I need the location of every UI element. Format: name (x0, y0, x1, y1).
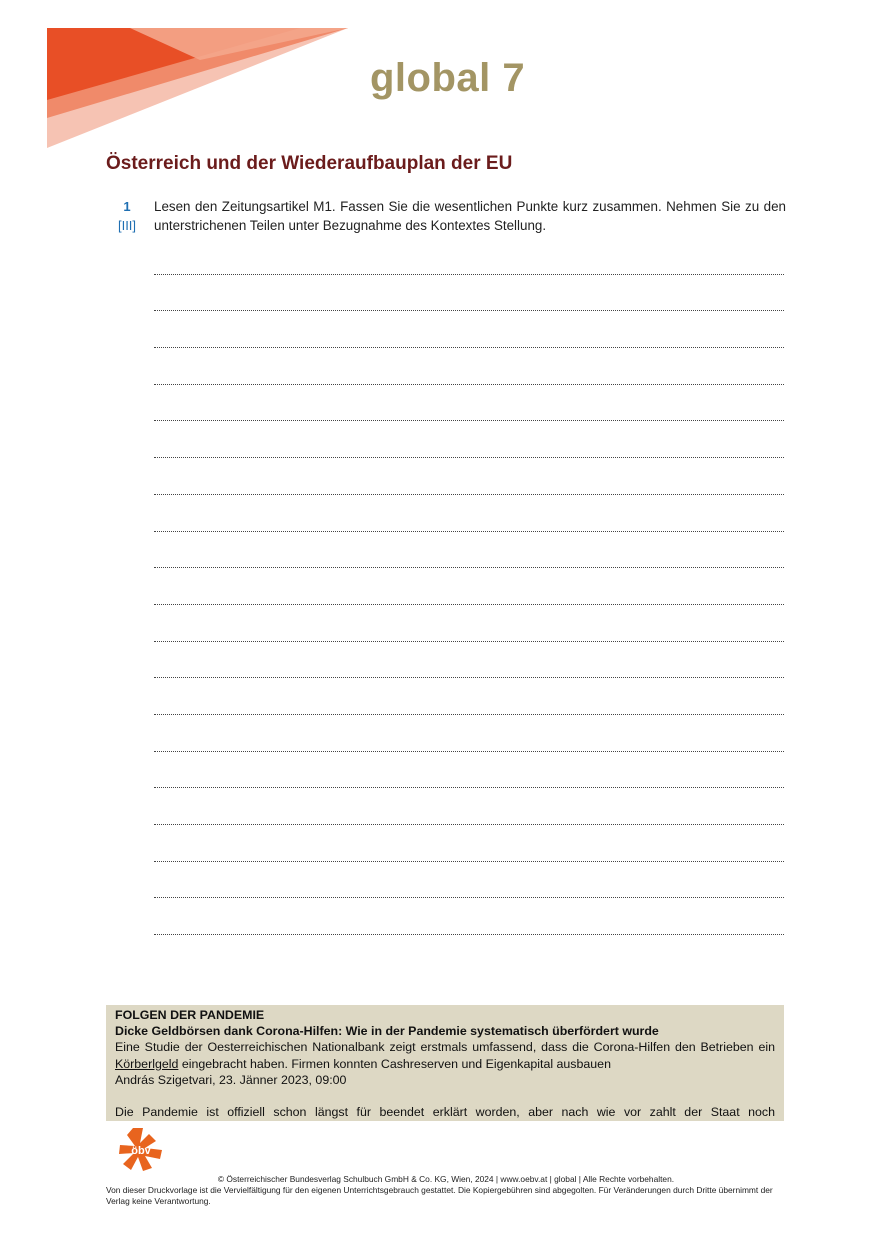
answer-line[interactable] (154, 250, 784, 287)
answer-line[interactable] (154, 874, 784, 911)
answer-line[interactable] (154, 617, 784, 654)
corner-decoration (0, 0, 360, 160)
page-title: Österreich und der Wiederaufbauplan der EU (106, 153, 513, 174)
article-box (106, 1005, 784, 1121)
oebv-logo-icon (118, 1126, 164, 1172)
task-number (110, 197, 144, 235)
answer-line[interactable] (154, 837, 784, 874)
answer-line[interactable] (154, 507, 784, 544)
footer (106, 1174, 786, 1207)
article-kicker: FOLGEN DER PANDEMIE (115, 1008, 265, 1022)
article-byline: András Szigetvari, 23. Jänner 2023, 09:00 (115, 1072, 347, 1087)
answer-line[interactable] (154, 360, 784, 397)
answer-line[interactable] (154, 544, 784, 581)
answer-line[interactable] (154, 910, 784, 947)
task-number-value: 1 (123, 199, 131, 214)
answer-line[interactable] (154, 470, 784, 507)
footer-license: Von dieser Druckvorlage ist die Vervielfältigung für den eigenen Unterrichtsgebrauch gestattet. Die Kopiergebühren sind abgegolten. Für Veränderungen durch Dritte übernimmt der Verlag keine Verantwortung. (106, 1185, 773, 1206)
answer-lines[interactable] (154, 250, 784, 947)
answer-line[interactable] (154, 433, 784, 470)
answer-line[interactable] (154, 287, 784, 324)
task-level: [III] (117, 218, 137, 233)
footer-copyright: © Österreichischer Bundesverlag Schulbuch GmbH & Co. KG, Wien, 2024 | www.oebv.at | global | Alle Rechte vorbehalten. (217, 1174, 675, 1184)
answer-line[interactable] (154, 323, 784, 360)
article-headline: Dicke Geldbörsen dank Corona-Hilfen: Wie in der Pandemie systematisch überfördert wurde (115, 1024, 659, 1039)
answer-line[interactable] (154, 727, 784, 764)
answer-line[interactable] (154, 397, 784, 434)
article-lead-start: Eine Studie der Oesterreichischen Nationalbank zeigt erstmals umfassend, dass die Corona-Hilfen den Betrieben ein (115, 1040, 775, 1055)
task-instruction: Lesen den Zeitungsartikel M1. Fassen Sie die wesentlichen Punkte kurz zusammen. Nehmen Sie zu den unterstrichenen Teilen unter Bezugnahme des Kontextes Stellung. (154, 199, 786, 233)
article-lead-end: eingebracht haben. Firmen konnten Cashreserven und Eigenkapital ausbauen (178, 1056, 611, 1071)
article-lead-underlined: Körberlgeld (115, 1056, 179, 1071)
answer-line[interactable] (154, 690, 784, 727)
answer-line[interactable] (154, 654, 784, 691)
article-lead (115, 1039, 775, 1071)
answer-line[interactable] (154, 764, 784, 801)
article-body: Die Pandemie ist offiziell schon längst für beendet erklärt worden, aber nach wie vor zahlt der Staat noch (115, 1105, 775, 1120)
logo-text: öbv (131, 1145, 151, 1157)
answer-line[interactable] (154, 580, 784, 617)
brand-title: global 7 (370, 56, 526, 100)
answer-line[interactable] (154, 800, 784, 837)
